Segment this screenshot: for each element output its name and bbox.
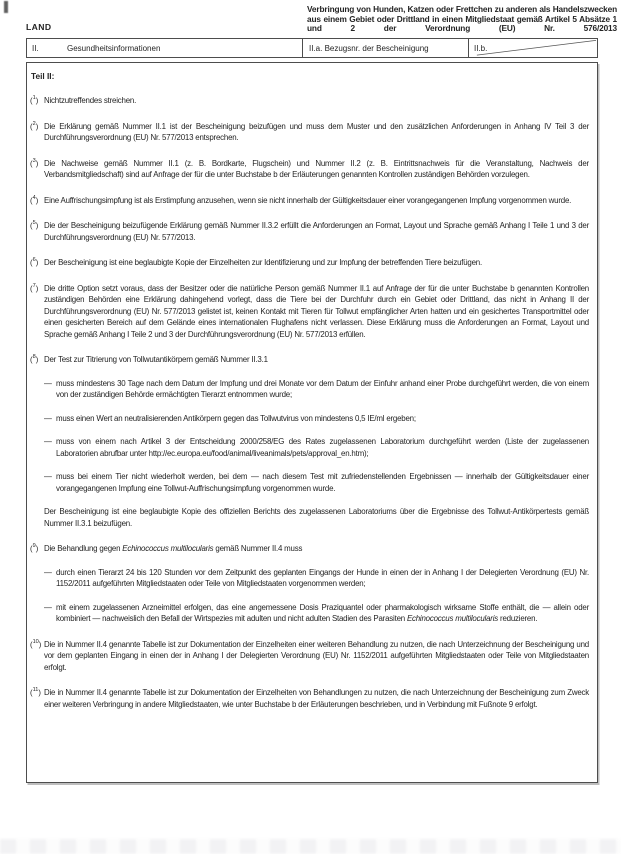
footnote-marker: ($^2$) [30,120,39,131]
footnote [30,257,589,269]
dash-bullet: — [44,472,52,481]
footnote-paragraph [44,471,589,494]
footnote-paragraph [44,543,589,555]
footnote-text: Die der Bescheinigung beizufügende Erklärung gemäß Nummer II.3.2 erfüllt die Anforderungen an Format, Layout und Sprache gemäß Anhang I Teile 1 und 3 der Durchführungsverordnung (EU) Nr. 577/2013. [44,221,589,242]
diagonal-strike-line [469,39,597,57]
footnote [30,283,589,341]
footnote-paragraph [44,354,589,366]
footnote [30,95,589,107]
footnote-paragraph [44,95,589,107]
dash-bullet: — [44,567,52,577]
footnote-text: Nichtzutreffendes streichen. [44,96,137,105]
footnote-paragraph [44,220,589,243]
footnote-paragraph [44,257,589,269]
footnote-marker: ($^5$) [30,220,39,230]
country-label: LAND [26,22,52,32]
part2-title: Teil II: [31,71,55,81]
footnote-body [44,121,589,144]
footnote-text: Der Bescheinigung ist eine beglaubigte Kopie der Einzelheiten zur Identifizierung und zur Impfung der betreffenden Tiere beizufügen. [44,258,482,267]
section-ii-code: II. [32,43,39,53]
footnote-marker: ($^8$) [30,354,39,364]
footnote-marker: ($^{11}$) [30,687,41,697]
footnote-marker: ($^9$) [30,543,39,553]
footnote-body [44,283,589,341]
footnote [30,195,589,207]
footnote-text: Die dritte Option setzt voraus, dass der Besitzer oder die natürliche Person gemäß Nummer II.1 auf Anfrage der für die unter Buchstabe b genannten Kontrollen zuständigen Behörden eine Erklärung dahingehend vorlegt, dass die Tiere bei der Durchfuhr durch ein Gebiet oder Drittland, das nicht in Anhang II der Durchführungsverordnung (EU) Nr. 577/2013 gelistet ist, keinen Kontakt mit Tieren für Tollwut empfänglicher Arten hatten und ein gesichertes Transportmittel oder einen gesicherten Bereich auf dem Gelände eines internationalen Flughafens nicht verlassen. Diese Erklärung muss die Anforderungen an Format, Layout und Sprache gemäß Anhang I Teile 2 und 3 der Durchführungsverordnung (EU) Nr. 577/2013 erfüllen. [44,283,589,339]
footnote [30,354,589,529]
reference-header-row [26,38,598,58]
footnote-body [44,354,589,529]
iib-cell [468,38,598,58]
footnote-marker: ($^{10}$) [30,638,42,649]
footnote-body [44,257,589,269]
footnote [30,687,589,710]
footnote-text: Eine Auffrischungsimpfung ist als Erstimpfung anzusehen, wenn sie nicht innerhalb der Gültigkeitsdauer einer vorangegangenen Impfung vorgenommen wurde. [44,195,572,205]
footnote-text: muss einen Wert an neutralisierenden Antikörpern gegen das Tollwutvirus von mindestens 0,5 IE/ml ergeben; [56,413,416,423]
footnote-paragraph [44,506,589,529]
footnote-text: Die Behandlung gegen Echinococcus multilocularis gemäß Nummer II.4 muss [44,544,303,553]
section-ii-label: Gesundheitsinformationen [67,43,161,53]
footnotes-list [30,95,589,710]
footnote-paragraph [44,121,589,144]
scan-speck [4,1,8,13]
reference-number-cell: II.a. Bezugsnr. der Bescheinigung [302,38,469,58]
footnote-paragraph [44,378,589,401]
footnote [30,121,589,144]
dash-bullet: — [44,437,52,446]
footnote-marker: ($^4$) [30,194,39,205]
footnote-marker: ($^1$) [30,95,39,105]
footnote-text: Die in Nummer II.4 genannte Tabelle ist zur Dokumentation der Einzelheiten von Behandlungen zu nutzen, die nach Unterzeichnung der Bescheinigung zum Zweck einer weiteren Verbringung in andere Mitgliedstaaten, wie unter Buchstabe b der Erläuterungen beschrieben, und in Verbindung mit Fußnote 9 erfolgt. [44,688,589,709]
footnote-paragraph [44,602,589,625]
footnote-text: Die Nachweise gemäß Nummer II.1 (z. B. Bordkarte, Flugschein) und Nummer II.2 (z. B. Eintrittsnachweis für die Veranstaltung, Nachweis der Verbandsmitgliedschaft) sind auf Anfrage der für die unter Buchstabe b der Erläuterungen genannten Kontrollen zuständigen Behörden vorzulegen. [44,158,589,179]
footnote-text: Die Erklärung gemäß Nummer II.1 ist der Bescheinigung beizufügen und muss dem Muster und den zusätzlichen Anforderungen in Anhang IV Teil 3 der Durchführungsverordnung (EU) Nr. 577/2013 entsprechen. [44,121,589,142]
footnote-paragraph [44,158,589,181]
footnote-marker: ($^3$) [30,157,39,168]
dash-bullet: — [44,413,52,423]
scan-artifact-band [0,839,621,854]
footnote-paragraph [44,639,589,674]
footnote-paragraph [44,567,589,590]
footnote-text: Der Bescheinigung ist eine beglaubigte Kopie des offiziellen Berichts des zugelassenen Laboratoriums über die Ergebnisse des Tollwut-Antikörpertests gemäß Nummer II.3.1 beizufügen. [44,507,589,528]
footnote [30,639,589,674]
footnote [30,220,589,243]
footnote-text: muss bei einem Tier nicht wiederholt werden, bei dem — nach diesem Test mit zufriedenstellenden Ergebnissen — innerhalb der Gültigkeitsdauer einer vorangegangenen Impfung eine Tollwut-Auffrischungsimpfung vorgenommen wurde. [56,472,589,493]
footnote-paragraph [44,195,589,207]
footnote-marker: ($^6$) [30,257,39,267]
footnote-text: muss mindestens 30 Tage nach dem Datum der Impfung und drei Monate vor dem Datum der Einfuhr anhand einer Probe durchgeführt werden, die von einem von der zuständigen Behörde ermächtigten Tierarzt entnommen wurde; [56,378,589,399]
footnote-body [44,220,589,243]
footnote-body [44,543,589,625]
footnote-body [44,95,589,107]
footnote-body [44,158,589,181]
footnote-body [44,195,589,207]
footnote-paragraph [44,413,589,425]
footnote-text: Die in Nummer II.4 genannte Tabelle ist zur Dokumentation der Einzelheiten einer weiteren Behandlung zu nutzen, die nach Unterzeichnung der Bescheinigung und vor dem geplanten Eingang in einen der in Anhang I der Delegierten Verordnung (EU) Nr. 1152/2011 aufgeführten Mitgliedstaaten oder Teile von Mitgliedstaaten erfolgt. [44,639,589,672]
dash-bullet: — [44,378,52,388]
footnote-body [44,639,589,674]
footnote-text: mit einem zugelassenen Arzneimittel erfolgen, das eine angemessene Dosis Praziquantel oder pharmakologisch wirksame Stoffe enthält, die — allein oder kombiniert — nachweislich den Befall der Wirtspezies mit adulten und nicht adulten Stadien des Parasiten Echinococcus multilocularis reduzieren. [56,602,589,623]
footnote-text: muss von einem nach Artikel 3 der Entscheidung 2000/258/EG des Rates zugelassenen Laboratorium durchgeführt werden (Liste der zugelassenen Laboratorien abrufbar unter http://ec.europa.eu/food/animal/liveanimals/pets/approval_en.htm); [56,437,589,458]
dash-bullet: — [44,602,52,612]
section-ii-cell [26,38,303,58]
footnote-marker: ($^7$) [30,282,39,293]
footnote-paragraph [44,687,589,710]
part2-notes-box [26,62,598,783]
footnote-text: Der Test zur Titrierung von Tollwutantikörpern gemäß Nummer II.3.1 [44,355,268,364]
iib-label: II.b. [474,43,488,53]
footnote [30,543,589,625]
footnote [30,158,589,181]
footnote-paragraph [44,283,589,341]
footnote-paragraph [44,436,589,459]
footnote-body [44,687,589,710]
footnote-text: durch einen Tierarzt 24 bis 120 Stunden vor dem Zeitpunkt des geplanten Eingangs der Hunde in einen der in Anhang I der Delegierten Verordnung (EU) Nr. 1152/2011 aufgeführten Mitgliedstaaten oder Teile von Mitgliedstaaten vorgenommen werden; [56,567,589,588]
document-title: Verbringung von Hunden, Katzen oder Frettchen zu anderen als Handelszwecken aus einem Gebiet oder Drittland in einen Mitgliedstaat gemäß Artikel 5 Absätze 1 und 2 der Verordnung (EU) Nr. 576/2013 [307,4,617,34]
